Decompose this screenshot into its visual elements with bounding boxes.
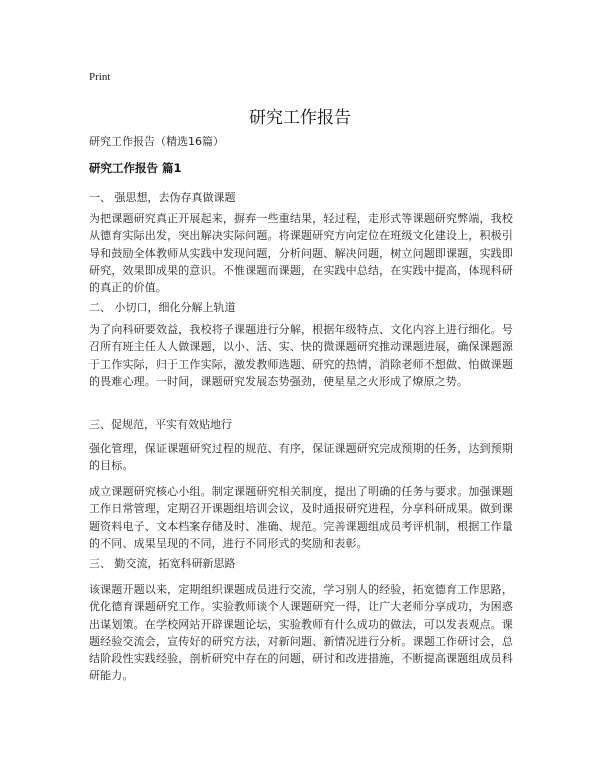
section-2-paragraph-1: 为了向科研要效益，我校将子课题进行分解，根据年级特点、文化内容上进行细化。号召所有班主任人人做课题，以小、活、实、快的微课题研究推动课题进展，确保课题源于工作实际，归于工作实际，激发教师选题、研究的热情，消除老师不想做、怕做课题的畏难心理。一时间，课题研究发展态势强劲，使星星之火形成了燎原之势。 [89,323,513,388]
section-4-paragraph-1: 该课题开题以来，定期组织课题成员进行交流，学习别人的经验，拓宽德育工作思路，优化德育课题研究工作。实验教师谈个人课题研究一得，让广大老师分享成功，为困惑出谋划策。在学校网站开辟课题论坛，实验教师有什么成功的做法，可以发表观点。课题经验交流会，宣传好的研究方法，对新问题、新情况进行分析。课题工作研讨会，总结阶段性实践经验，剖析研究中存在的问题，研讨和改进措施，不断提高课题组成员科研能力。 [89,583,513,683]
page-title: 研究工作报告 [249,108,351,128]
document-subtitle: 研究工作报告（精选16篇） [89,135,224,148]
section-1-paragraph-1: 为把课题研究真正开展起来，摒弃一些重结果，轻过程，走形式等课题研究弊端，我校从德育实际出发，突出解决实际问题。将课题研究方向定位在班级文化建设上，积极引导和鼓励全体教师从实践中发现问题，分析问题、解决问题，树立问题即课题，实践即研究，效果即成果的意识。不惟课题而课题，在实践中总结，在实践中提高，体现科研的真正的价值。 [89,212,513,295]
section-heading-2: 二、 小切口，细化分解上轨道 [89,301,236,314]
article-heading: 研究工作报告 篇1 [89,161,182,175]
print-link[interactable]: Print [89,71,111,83]
section-3-paragraph-1: 强化管理，保证课题研究过程的规范、有序，保证课题研究完成预期的任务，达到预期的目标。 [89,442,513,473]
section-3-paragraph-2: 成立课题研究核心小组。制定课题研究相关制度，提出了明确的任务与要求。加强课题工作日常管理，定期召开课题组培训会议，及时通报研究进程，分享科研成果。做到课题资料电子、文本档案存储及时、准确、规范。完善课题组成员考评机制，根据工作量的不同、成果呈现的不同，进行不同形式的奖励和表彰。 [89,485,513,550]
section-heading-3: 三、促规范，平实有效贴地行 [89,418,232,431]
section-heading-1: 一、 强思想，去伪存真做课题 [89,191,236,204]
section-heading-4: 三、 勤交流，拓宽科研新思路 [89,557,236,570]
